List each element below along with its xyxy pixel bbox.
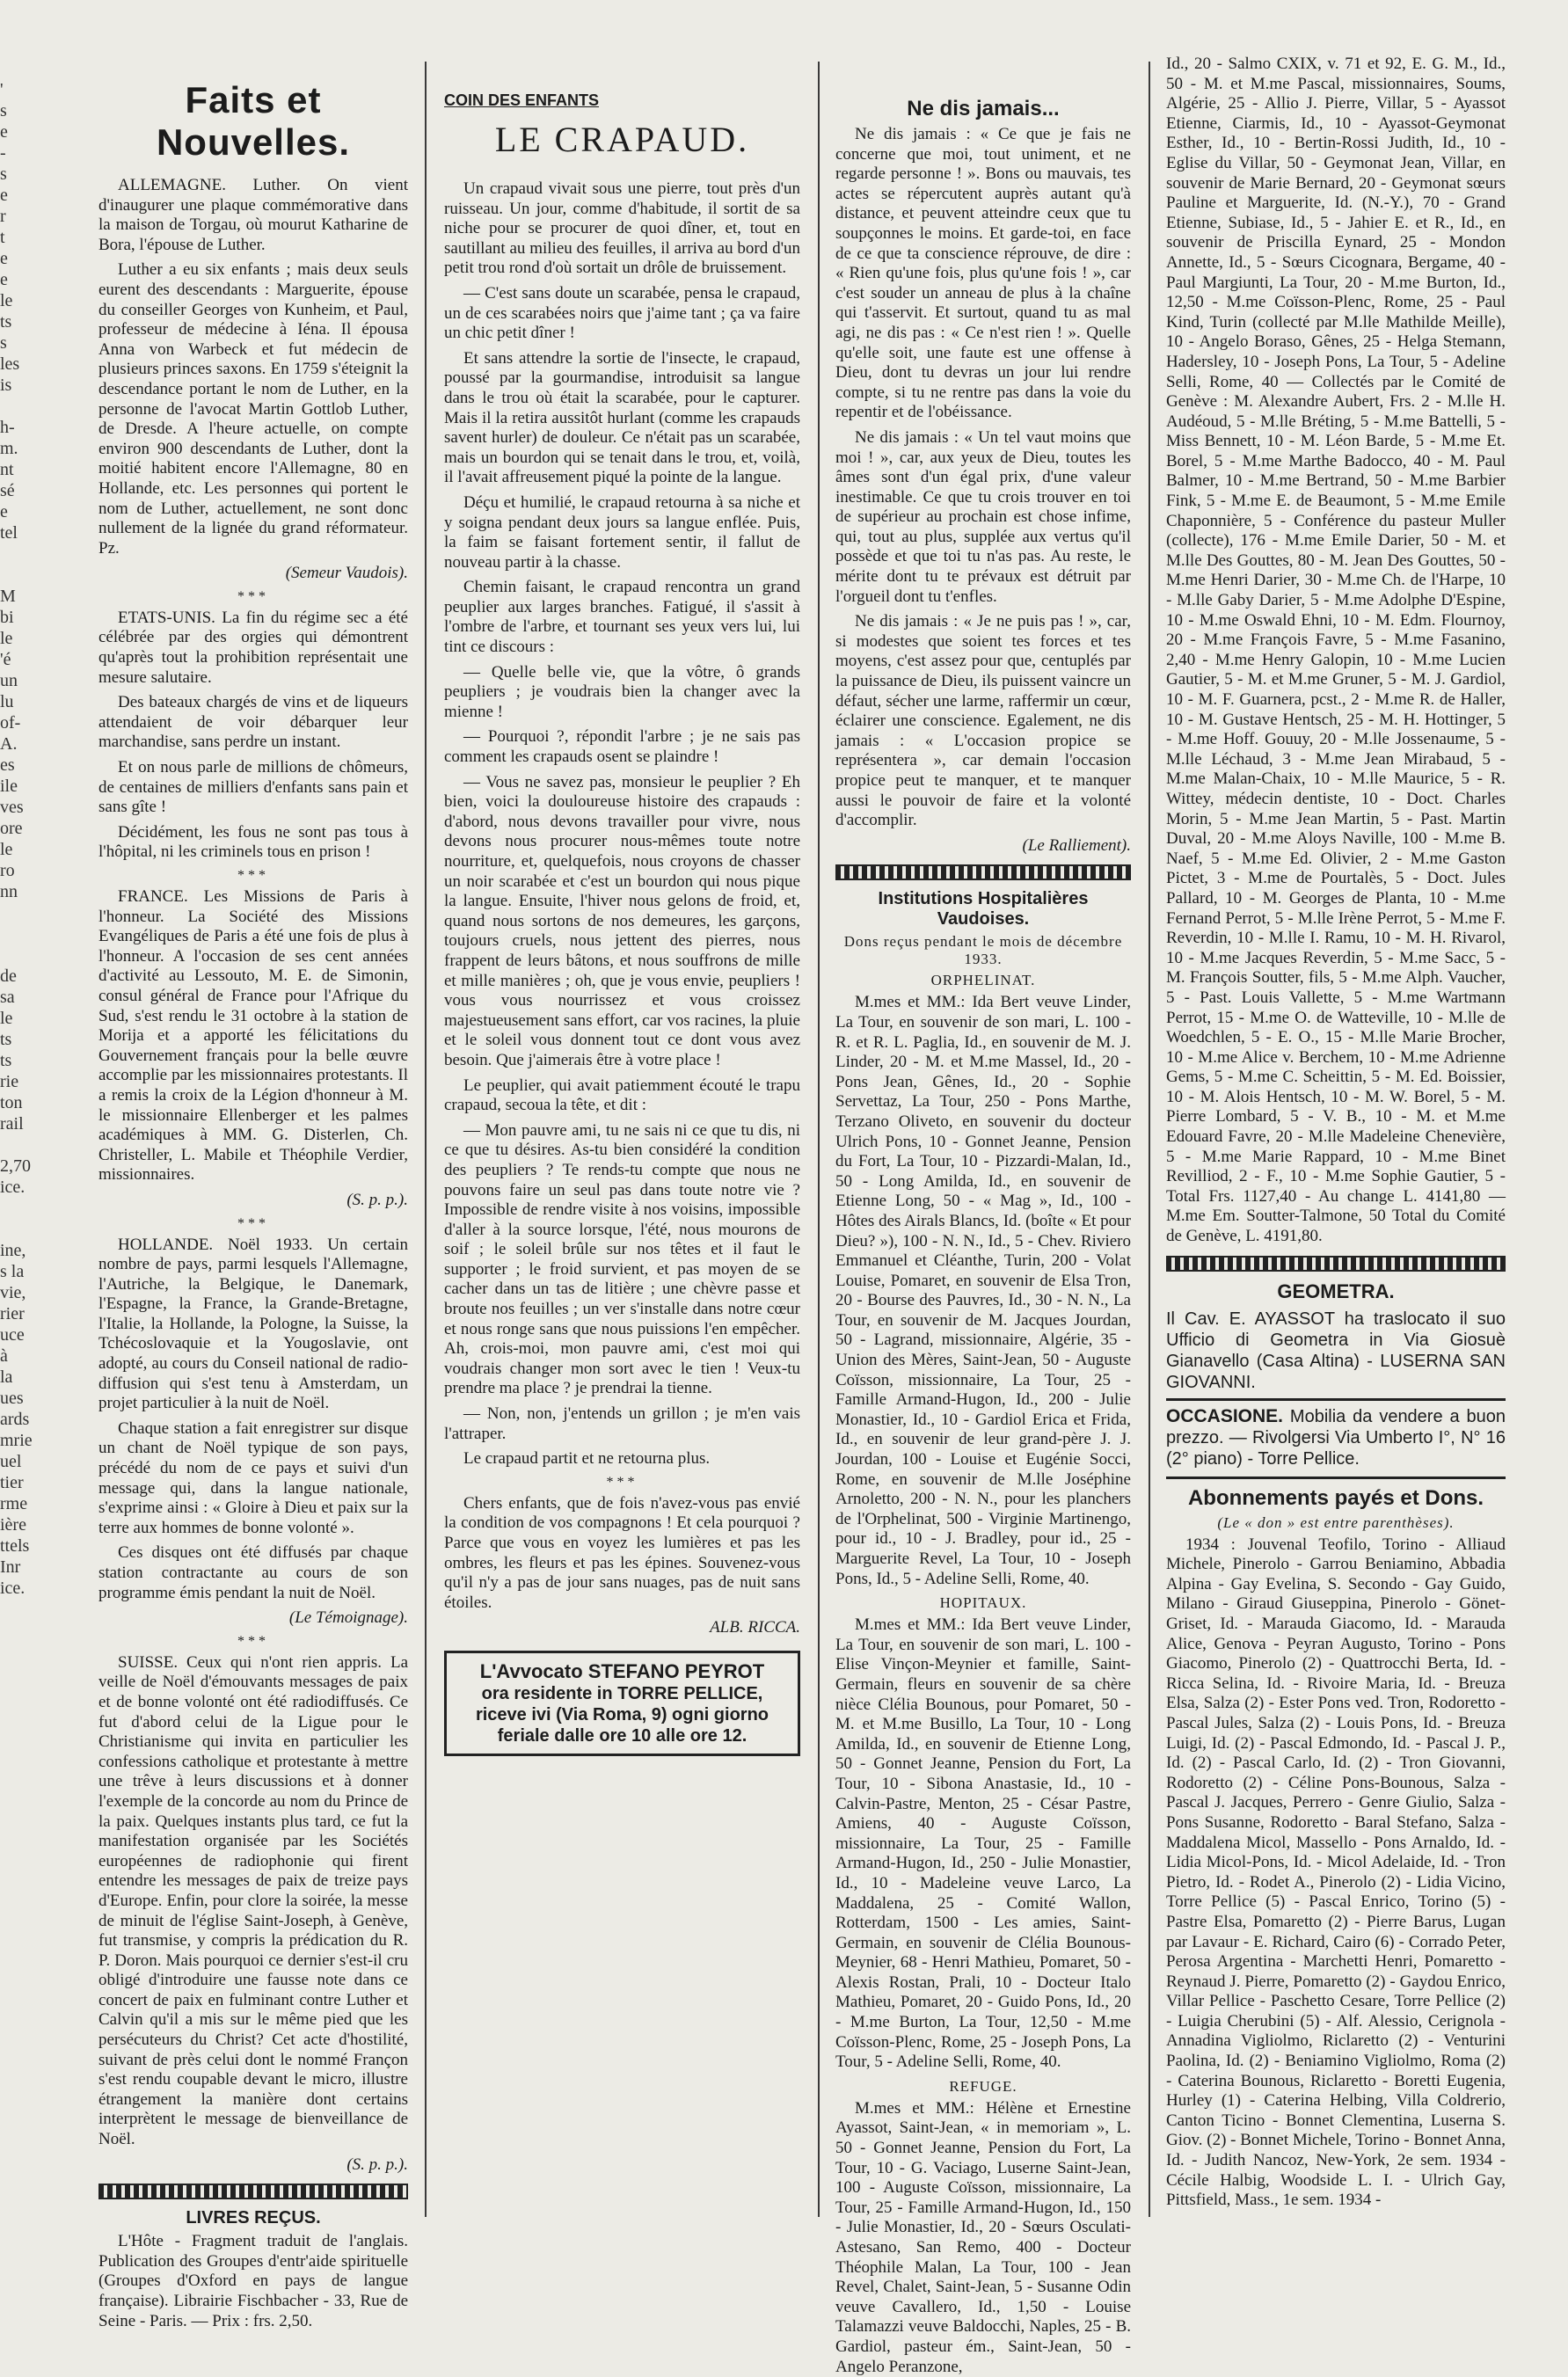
edge-fragment: e: [0, 122, 8, 142]
occasione-text: Mobilia da vendere a buon prezzo. — Rivolgersi Via Umberto I°, N° 16 (2° piano) - Torre Pellice.: [1166, 1406, 1506, 1469]
edge-fragment: ves: [0, 798, 24, 817]
livres-heading: LIVRES REÇUS.: [186, 2208, 321, 2228]
edge-fragment: -: [0, 143, 6, 163]
story-title: LE CRAPAUD.: [494, 120, 750, 159]
edge-fragment: ts: [0, 1030, 12, 1049]
divider: [1166, 1477, 1506, 1479]
edge-fragment: ore: [0, 819, 23, 838]
edge-fragment: ards: [0, 1410, 30, 1429]
section-title: Faits et Nouvelles.: [156, 79, 351, 163]
article-source: (S. p. p.).: [346, 2155, 408, 2174]
separator: ***: [237, 868, 269, 883]
article-paragraph: Décidément, les fous ne sont pas tous à l'hôpital, ni les criminels tous en prison !: [98, 822, 408, 862]
edge-fragment: rme: [0, 1494, 28, 1513]
edge-fragment: de: [0, 966, 17, 986]
edge-fragment: uce: [0, 1325, 25, 1345]
story-paragraph: — Pourquoi ?, répondit l'arbre ; je ne sais pas comment les crapauds osent se plaindre !: [444, 727, 800, 767]
edge-fragment: uel: [0, 1452, 22, 1471]
article-paragraph: Ne dis jamais : « Ce que je fais ne concerne que moi, tout uniment, et ne regarde personne ! ». Bons ou mauvais, tes actes se répercutent auprès autant qu'à distance, et peuvent atteindre ceux que tu soupçonnes le moins. Et garde-toi, en face de ce que ta conscience réprouve, de dire : « Rien qu'une fois, plus qu'une fois ! », car c'est souder un anneau de plus à la chaîne qui t'asservit. Et surtout, quand tu as mal agi, ne dis pas : « Ce n'est rien ! ». Quelle qu'elle soit, une faute est une offense à Dieu, dont tu devras un jour lui rendre compte, si tu ne rentre pas dans la voie du repentir et de l'obéissance.: [835, 125, 1131, 422]
edge-fragment: [0, 543, 25, 565]
edge-fragment: sé: [0, 481, 15, 500]
edge-fragment: le: [0, 629, 13, 648]
edge-fragment: M: [0, 587, 16, 606]
edge-fragment: à la: [0, 1346, 13, 1387]
story-paragraph: Chemin faisant, le crapaud rencontra un grand peuplier aux larges branches. Fatigué, il s'assit à l'ombre de l'arbre, et tournant ses yeux vers lui, lui tint ce discours :: [444, 578, 800, 657]
story-paragraph: — Mon pauvre ami, tu ne sais ni ce que tu dis, ni ce que tu désires. As-tu bien considéré la condition des peupliers ? Te rends-tu compte que nous ne pouvons faire un seul pas dans toute notre vie ? Impossible de rendre visite à nos voisins, impossible d'aller à la source lorsque, l'été, nous mourons de soif ; le soleil brûle sur nos têtes et il faut le supporter ; le froid survient, et pas moyen de se cacher dans un tas de litière ; une chèvre passe et broute nos feuilles ; un ver s'installe dans notre cœur et nous ronge sans que nous puissions l'en empêcher. Ah, crois-moi, mon pauvre ami, c'est moi qui voudrais changer mon sort avec le tien ! Veux-tu prendre ma place ? je prendrai la tienne.: [444, 1120, 800, 1398]
edge-fragment: nt: [0, 460, 14, 479]
column-rule: [818, 62, 820, 2217]
divider: [1166, 1398, 1506, 1401]
article-paragraph: Et on nous parle de millions de chômeurs, de centaines de milliers d'enfants sans pain et sans gîte !: [98, 758, 408, 817]
edge-fragment: rier: [0, 1304, 25, 1323]
column-rule: [425, 62, 427, 2217]
edge-fragment: [0, 1198, 25, 1219]
edge-fragment: Inr: [0, 1557, 21, 1577]
article-paragraph: Ne dis jamais : « Je ne puis pas ! », car, si modestes que soient tes forces et tes moyens, c'est assez pour que, centuplés par la puissance de Dieu, ils puissent vaincre un défaut, sécher une larme, raffermir un cœur, éclairer une conscience. Egalement, ne dis jamais : « L'occasion propice se représentera », car demain l'occasion propice peut te manquer, et te manquer aussi le pouvoir de faire et la volonté d'accomplir.: [835, 612, 1131, 830]
geometra-heading: GEOMETRA.: [1277, 1280, 1395, 1302]
edge-fragment: les: [0, 354, 20, 374]
article-source: (Le Ralliement).: [1022, 835, 1131, 855]
edge-fragment: is: [0, 376, 12, 395]
article-source: (S. p. p.).: [346, 1190, 408, 1209]
edge-fragment: s: [0, 333, 7, 353]
article-paragraph: ETATS-UNIS. La fin du régime sec a été célébrée par des orgies qui démontrent qu'après tout la prohibition représentait une mesure salutaire.: [98, 608, 408, 687]
article-paragraph: L'Hôte - Fragment traduit de l'anglais. Publication des Groupes d'entr'aide spirituelle (Groupes d'Oxford en pays de langue française). Librairie Fischbacher - 33, Rue de Seine - Paris. — Prix : frs. 2,50.: [98, 2232, 408, 2330]
abonnements-heading: Abonnements payés et Dons.: [1187, 1485, 1484, 1510]
story-paragraph: — Quelle belle vie, que la vôtre, ô grands peupliers ; je voudrais bien la changer avec la mienne !: [444, 662, 800, 721]
edge-fragment: le: [0, 1009, 13, 1028]
edge-fragment: e: [0, 186, 8, 205]
edge-fragment: [0, 902, 25, 923]
edge-fragment: ': [0, 80, 4, 99]
donation-list: M.mes et MM.: Ida Bert veuve Linder, La Tour, en souvenir de son mari, L. 100 - R. et R. L. Paglia, Id., en souvenir de M. J. Linder, 20 - M. et M.me Massel, Id., 20 - Pons Jean, Gênes, Id., 20 - Sophie Servettaz, La Tour, 250 - Pons Marthe, Terzano Oliveto, en souvenir du docteur Ulrich Pons, 10 - Gonnet Jeanne, Pension du Fort, La Tour, 10 - Pizzardi-Malan, Id., 50 - Long Amilda, Id., en souvenir de Etienne Long, 50 - « Mag », Id., 100 - Hôtes des Airals Blancs, Id. (boîte « Et pour Dieu? »), 100 - N. N., Id., 5 - Chev. Riviero Emmanuel et Cléanthe, Turin, 200 - Volat Louise, Pomaret, en souvenir de Elsa Tron, 20 - Bourse des Pauvres, Id., 30 - N. N., La Tour, en souvenir de M. Jacques Jourdan, 50 - Lagrand, missionnaire, Algérie, 35 - Union des Mères, Saint-Jean, 50 - Auguste Coïsson, missionnaire, La Tour, 25 - Famille Armand-Hugon, Id., 200 - Julie Monastier, Id., 10 - Gardiol Erica et Frida, Id., en souvenir de leur grand-père J. J. Jourdan, 100 - Louise et Eugénie Socci, Rome, en souvenir de M.lle Joséphine Arnoletto, 200 - N. N., pour les planchers de l'Orphelinat, 500 - Virginie Martinengo, pour id., 10 - J. Bradley, pour id., 25 - Marguerite Revel, La Tour, 10 - Joseph Pons, Id., 5 - Adeline Selli, Rome, 40.: [835, 993, 1131, 1588]
edge-fragment: e: [0, 502, 8, 521]
article-title: Ne dis jamais...: [907, 97, 1060, 120]
edge-fragment: s: [0, 164, 7, 184]
edge-fragment: tel: [0, 523, 18, 543]
column-coin-enfants: [444, 91, 800, 2208]
edge-fragment: sa: [0, 988, 15, 1007]
separator: ***: [237, 1215, 269, 1231]
edge-fragment: A.: [0, 734, 18, 754]
edge-fragment: [0, 1219, 25, 1240]
edge-fragment: r: [0, 207, 6, 226]
donation-list: Id., 20 - Salmo CXIX, v. 71 et 92, E. G. M., Id., 50 - M. et M.me Pascal, missionnaires, Soums, Algérie, 25 - Allio J. Pierre, Villar, 5 - Ayassot Etienne, Ciarmis, Id., 10 - Ayassot-Geymonat Esther, Id., 10 - Bertin-Rossi Judith, Id., 10 - Eglise du Villar, 50 - Geymonat Jean, Villar, en souvenir de Marie Bernard, 20 - Geymonat sœurs Pauline et Marguerite, Id. (N.-Y.), 70 - Grand Etienne, Subiase, Id., 5 - Jahier E. et R., Id., en souvenir de Priscilla Eynard, 25 - Mondon Annette, Id., 5 - Sœurs Cicognara, Bergame, 40 - Paul Margiunti, La Tour, 20 - M.me Burton, Id., 12,50 - M.me Coïsson-Plenc, Rome, 25 - Paul Kind, Turin (collecté par M.lle Mathilde Meille), 10 - Angelo Boraso, Gênes, 25 - Helga Stemann, Hadersley, 10 - Joseph Pons, La Tour, 5 - Adeline Selli, Rome, 40 — Collectés par le Comité de Genève : M. Alexandre Aubert, Frs. 2 - M.lle H. Audéoud, 5 - M.lle Bréting, 5 - M.me Battelli, 5 - Miss Bennett, 10 - M. Léon Barde, 5 - M.me Et. Borel, 5 - M.me Marthe Badocco, 40 - M. Paul Balmer, 10 - M.me Bertrand, 50 - M.me Barbier Fink, 5 - M.me E. de Beaumont, 5 - M.me Emile Chaponnière, 5 - Conférence du pasteur Muller (collecte), 176 - M.me Emile Darier, 50 - M. et M.lle Des Gouttes, 80 - M. Jean Des Gouttes, 50 - M.me Henri Darier, 30 - M.me Ch. de l'Harpe, 10 - M.lle Gaby Darier, 5 - M.me Adolphe D'Espine, 10 - M.me Oswald Ehni, 10 - M. Edm. Flournoy, 20 - M.me François Favre, 5 - M.me Fasanino, 2,40 - M.me Henry Galopin, 10 - M.me Lucien Gautier, 5 - M. et M.me Gruner, 5 - M. J. Gardiol, 10 - M. F. Guarnera, pcst., 2 - M.me R. de Haller, 10 - M. Gustave Hentsch, 25 - M. H. Hottinger, 5 - M.me Hoff. Gouuy, 20 - M.lle Jossenaume, 5 - M.lle Léchaud, 3 - M.me Jean Mirabaud, 5 - M.me Malan-Chaix, 10 - M.lle Maurice, 5 - R. Wittey, médecin dentiste, 10 - Doct. Charles Morin, 5 - M.me Jean Martin, 5 - Past. Martin Duval, 20 - M.me Aloys Naville, 100 - M.me B. Naef, 5 - M.me Ed. Olivier, 2 - M.me Gaston Pictet, 3 - M.me de Pourtalès, 5 - Doct. Jules Pallard, 10 - M. Georges de Planta, 10 - M.me Fernand Perrot, 5 - M.lle Irène Perrot, 5 - M.me F. Reverdin, 10 - M.lle I. Ramu, 10 - M. H. Rivarol, 10 - M.me Jacques Reverdin, 5 - M.me Sacc, 5 - M. François Soutter, fils, 5 - M.me Alph. Vaucher, 5 - Past. Louis Vallette, 5 - M.me Wartmann Perrot, 15 - M.me O. de Watteville, 10 - M.lle de Woedchlen, 5 - E. O., 15 - M.lle Marie Brocher, 10 - M.me Alice v. Berchem, 10 - M.me Adrienne Gems, 5 - M.me C. Scheittin, 5 - M. Ed. Boissier, 10 - M. Alois Hentsch, 10 - M. W. Borel, 5 - M. Pierre Lombard, 5 - V. B., 10 - M. et M.me Edouard Favre, 20 - M.lle Madeleine Chenevière, 5 - M.me Marie Rappard, 10 - M.me Binet Revilliod, 2 - F., 10 - M.me Sophie Gautier, 5 - Total Frs. 1127,40 - Au change L. 4141,80 — M.me Em. Soutter-Talmone, 50 Total du Comité de Genève, L. 4191,80.: [1166, 55, 1506, 1246]
article-paragraph: Des bateaux chargés de vins et de liqueurs attendaient de voir débarquer leur marchandise, sans perdre un instant.: [98, 693, 408, 752]
cropped-left-margin: [0, 79, 33, 2191]
story-author: ALB. RICCA.: [710, 1618, 800, 1637]
story-paragraph: — Vous ne savez pas, monsieur le peuplier ? Eh bien, voici la douloureuse histoire des crapauds : d'abord, nous devons travailler pour vivre, nous devons nous procurer nous-mêmes toute notre nourriture, et, quelquefois, nous croyons de chasser un noir scarabée et c'est un bourdon qui nous pique la langue. Ensuite, l'hiver nous gelons de froid, et, quand nous sortons de nos demeures, les garçons, toujours cruels, nous jettent des pierres, nous frappent de leurs bâtons, et nous souffrons de mille et mille manières ; oh, que je vous envie, peupliers ! vous vous nourrissez et vous croissez majestueusement sans effort, car vos racines, la pluie et le soleil vous donnent tout ce dont vous avez besoin. Que j'aimerais être à votre place !: [444, 772, 800, 1069]
refuge-heading: REFUGE.: [949, 2077, 1017, 2095]
edge-fragment: ile: [0, 777, 18, 796]
occasione-notice: [1166, 1406, 1506, 1469]
story-paragraph: — Non, non, j'entends un grillon ; je m'en vais l'attraper.: [444, 1404, 800, 1443]
edge-fragment: tier: [0, 1473, 24, 1492]
edge-fragment: 2,70: [0, 1156, 31, 1176]
edge-fragment: ine,: [0, 1241, 26, 1260]
edge-fragment: un: [0, 671, 18, 690]
edge-fragment: ro: [0, 861, 15, 880]
article-paragraph: Ces disques ont été diffusés par chaque station contractante au cours de son programme émis pendant la nuit de Noël.: [98, 1543, 408, 1602]
story-paragraph: Le peuplier, qui avait patiemment écouté le trapu crapaud, secoua la tête, et dit :: [444, 1075, 800, 1115]
separator: ***: [606, 1474, 638, 1490]
edge-fragment: t: [0, 228, 5, 247]
abonnements-subtitle: (Le « don » est entre parenthèses).: [1217, 1513, 1455, 1531]
institutions-heading: Institutions Hospitalières Vaudoises.: [878, 889, 1089, 930]
edge-fragment: lu: [0, 692, 14, 711]
separator: ***: [237, 1633, 269, 1649]
column-donations-ads: [1166, 55, 1506, 2208]
ad-title: L'Avvocato STEFANO PEYROT: [479, 1659, 765, 1682]
edge-fragment: [0, 923, 25, 944]
article-paragraph: Ne dis jamais : « Un tel vaut moins que moi ! », car, aux yeux de Dieu, toutes les âmes sont d'un égal prix, d'une valeur inestimable. Ce que tu crois trouver en toi de supérieur au prochain est chose infime, qui, tout au plus, supplée aux vertus qu'il possède et que toi tu n'as pas. Au reste, le mérite dont tu te prévaux est détruit par l'orgueil dont tu t'enfles.: [835, 427, 1131, 606]
edge-fragment: s la: [0, 1262, 25, 1281]
story-paragraph: Déçu et humilié, le crapaud retourna à sa niche et y soigna pendant deux jours sa langue enflée. Puis, la faim se faisant fortement sentir, il fallut de nouveau partir à la chasse.: [444, 492, 800, 572]
article-paragraph: ALLEMAGNE. Luther. On vient d'inaugurer une plaque commémorative dans la maison de Torgau, où mourut Katharine de Bora, l'épouse de Luther.: [98, 176, 408, 254]
column-ne-dis-jamais: [835, 91, 1131, 2376]
donation-list: M.mes et MM.: Hélène et Ernestine Ayassot, Saint-Jean, « in memoriam », L. 50 - Gonnet Jeanne, Pension du Fort, La Tour, 10 - G. Vaciago, Luserne Saint-Jean, 100 - Auguste Coïsson, missionnaire, La Tour, 25 - Famille Armand-Hugon, Id., 150 - Julie Monastier, Id., 20 - Sœurs Osculati-Astesano, San Remo, 400 - Docteur Théophile Malan, La Tour, 100 - Jean Revel, Chalet, Saint-Jean, 5 - Susanne Odin veuve Cavallero, Id., 1,50 - Louise Talamazzi veuve Baldocchi, Naples, 25 - B. Gardiol, pasteur ém., Saint-Jean, 50 - Angelo Peranzone,: [835, 2098, 1131, 2376]
edge-fragment: of-: [0, 713, 21, 733]
edge-fragment: rail: [0, 1114, 24, 1134]
edge-fragment: nn: [0, 882, 18, 901]
edge-fragment: le: [0, 291, 13, 310]
story-paragraph: — C'est sans doute un scarabée, pensa le crapaud, un de ces scarabées noirs que j'aime tant ; ça va faire un chic petit dîner !: [444, 283, 800, 343]
article-source: (Le Témoignage).: [288, 1608, 408, 1628]
story-paragraph: Et sans attendre la sortie de l'insecte, le crapaud, poussé par la gourmandise, introduisit sa langue dans le trou où était la scarabée, pour le capturer. Mais il la retira aussitôt hurlant (comme les crapauds savent hurler) de douleur. Ce n'était pas un scarabée, mais un bourdon qui se tenait dans le trou, et, voilà, il l'avait affreusement piqué la pointe de la langue.: [444, 348, 800, 487]
edge-fragment: 'é: [0, 650, 11, 669]
edge-fragment: s: [0, 101, 7, 120]
orphelinat-heading: ORPHELINAT.: [930, 972, 1036, 989]
institutions-subtitle: Dons reçus pendant le mois de décembre 1933.: [843, 933, 1123, 968]
edge-fragment: [0, 944, 25, 966]
story-paragraph: Le crapaud partit et ne retourna plus.: [463, 1449, 711, 1469]
edge-fragment: ice.: [0, 1178, 26, 1197]
occasione-label: OCCASIONE.: [1166, 1405, 1284, 1426]
article-paragraph: Luther a eu six enfants ; mais deux seuls eurent des descendants : Marguerite, épouse du conseiller Georges von Kunheim, et Paul, professeur de médecine à Iéna. Il épousa Anna von Warbeck et fut médecin de plusieurs princes saxons. En 1759 s'éteignit la descendance portant le nom de Luther, en la personne de l'avocat Martin Gottlob Luther, de Dresde. A l'heure actuelle, on compte environ 900 descendants de Luther, dont la moitié habitent encore l'Allemagne, 80 en Hollande, etc. Les personnes qui portent le nom de Luther, actuellement, ne sont donc nullement de la lignée du grand réformateur. Pz.: [98, 260, 408, 558]
story-paragraph: Chers enfants, que de fois n'avez-vous pas envié la condition de vos compagnons ! Et cela pourquoi ? Parce que vous en voyez les lumières et pas les ombres, les fleurs et pas les épines. Souvenez-vous qu'il n'y a pas de jour sans nuages, pas de nuit sans étoiles.: [444, 1493, 800, 1612]
article-source: (Semeur Vaudois).: [285, 564, 408, 583]
ornament-divider: [1166, 1256, 1506, 1272]
column-rule: [1149, 62, 1150, 2217]
hopitaux-heading: HOPITAUX.: [939, 1594, 1027, 1612]
edge-fragment: es: [0, 755, 15, 775]
ad-body: ora residente in TORRE PELLICE, riceve ivi (Via Roma, 9) ogni giorno feriale dalle ore 10 alle ore 12.: [475, 1683, 769, 1746]
article-paragraph: Chaque station a fait enregistrer sur disque un chant de Noël typique de son pays, précédé du nom de ce pays et suivi d'un message qui, dans la langue nationale, s'exprime ainsi : « Gloire à Dieu et paix sur la terre aux hommes de bonne volonté ».: [98, 1418, 408, 1537]
story-paragraph: Un crapaud vivait sous une pierre, tout près d'un ruisseau. Un jour, comme d'habitude, il sortit de sa niche pour se procurer de quoi dîner, et, tout en sautillant au milieu des feuilles, il arriva au bord d'un petit trou rond d'où sortait un drôle de bruissement.: [444, 179, 800, 278]
edge-fragment: vie,: [0, 1283, 26, 1302]
edge-fragment: h-: [0, 418, 15, 437]
article-paragraph: FRANCE. Les Missions de Paris à l'honneur. La Société des Missions Evangéliques de Paris a été une fois de plus à l'honneur. A l'occasion de ses cent années d'activité au Lessouto, M. E. de Simonin, consul général de France pour l'Afrique du Sud, s'est rendu le 31 octobre à la station de Morija et a apporté les félicitations du Gouvernement français pour la belle œuvre accomplie par les missionnaires protestants. Il a remis la croix de la Légion d'honneur à M. le missionnaire Ellenberger et les palmes académiques à MM. G. Disterlen, Ch. Christeller, L. Mabile et Théophile Verdier, missionnaires.: [98, 887, 408, 1185]
edge-fragment: ts: [0, 312, 12, 332]
donation-list: M.mes et MM.: Ida Bert veuve Linder, La Tour, en souvenir de son mari, L. 100 - Elise Vinçon-Meynier et famille, Saint-Germain, fleurs en souvenir de sa chère nièce Clélia Bounous, pour Pomaret, 50 - M. et M.me Busillo, La Tour, 10 - Long Amilda, Id., en souvenir de Etienne Long, 50 - Gonnet Jeanne, Pension du Fort, La Tour, 10 - Sibona Anastasie, Id., 10 - Calvin-Pastre, Menton, 25 - César Pastre, Amiens, 40 - Auguste Coïsson, missionnaire, La Tour, 25 - Famille Armand-Hugon, Id., 250 - Julie Monastier, Id., 10 - Madeleine veuve Larco, La Maddalena, 25 - Comité Wallon, Rotterdam, 1500 - Les amies, Saint-Germain, en souvenir de Clélia Bounous-Meynier, 68 - Henri Mathieu, Pomaret, 50 - Alexis Rostan, Prali, 10 - Docteur Italo Mathieu, Pomaret, 20 - Guido Pons, Id., 20 - M.me Burton, La Tour, 12,50 - M.me Coïsson-Plenc, Rome, 25 - Joseph Pons, La Tour, 5 - Adeline Selli, Rome, 40.: [835, 1615, 1131, 2072]
edge-fragment: ues: [0, 1389, 24, 1408]
geometra-notice: [1166, 1280, 1506, 1393]
edge-fragment: e: [0, 270, 8, 289]
edge-fragment: ice.: [0, 1579, 26, 1598]
section-kicker: COIN DES ENFANTS: [444, 91, 600, 109]
column-faits-nouvelles: [98, 76, 408, 2330]
geometra-text: Il Cav. E. AYASSOT ha traslocato il suo Ufficio di Geometra in Via Giosuè Gianavello (Casa Altina) - LUSERNA SAN GIOVANNI.: [1166, 1309, 1506, 1392]
separator: ***: [237, 588, 269, 604]
edge-fragment: [0, 565, 25, 586]
ornament-divider: [98, 2184, 408, 2199]
article-paragraph: HOLLANDE. Noël 1933. Un certain nombre de pays, parmi lesquels l'Allemagne, l'Autriche, la Belgique, le Danemark, l'Espagne, la France, la Grande-Bretagne, l'Italie, la Hollande, la Pologne, la Suisse, la Tchécoslovaquie et la Yougoslavie, ont adopté, au cours du Conseil national de radio-diffusion qui s'est tenu à Amsterdam, un projet particulier à la nuit de Noël.: [98, 1235, 408, 1413]
article-paragraph: SUISSE. Ceux qui n'ont rien appris. La veille de Noël d'émouvants messages de paix et de bonne volonté ont été radiodiffusés. Ce fut d'abord celui de la Ligue pour le Christianisme qui invita en particulier les confessions catholique et protestante à mettre une trêve à leurs discussions et à donner l'exemple de la concorde au nom du Prince de la paix. Quelques instants plus tard, ce fut la manifestation organisée par les Sociétés européennes de radiophonie qui firent entendre les messages de paix de treize pays d'Europe. Enfin, pour clore la soirée, la messe de minuit de l'église Saint-Joseph, à Genève, fut transmise, y compris la prédication du R. P. Doron. Mais pourquoi ce dernier s'est-il cru obligé d'introduire une fausse note dans ce concert de paix en fulminant contre Luther et Calvin qu'il a mis sur le même pied que les persécuteurs du Christ? Cet acte d'hostilité, suivant de près celui dont le nommé Françon s'est rendu coupable devant le micro, illustre étrangement la manière dont certains interprètent le message de bienveillance de Noël.: [98, 1652, 408, 2149]
edge-fragment: [0, 1134, 25, 1156]
edge-fragment: ière: [0, 1515, 26, 1535]
edge-fragment: e: [0, 249, 8, 268]
edge-fragment: mrie: [0, 1431, 33, 1450]
edge-fragment: bi: [0, 608, 14, 627]
edge-fragment: ts: [0, 1051, 12, 1070]
edge-fragment: le: [0, 840, 13, 859]
edge-fragment: [0, 396, 25, 417]
edge-fragment: ton: [0, 1093, 23, 1112]
edge-fragment: m.: [0, 439, 18, 458]
edge-fragment: ttels: [0, 1536, 30, 1556]
advertisement-peyrot: [444, 1651, 800, 1756]
ornament-divider: [835, 864, 1131, 880]
subscription-list: 1934 : Jouvenal Teofilo, Torino - Alliaud Michele, Pinerolo - Garrou Beniamino, Abbadia Alpina - Gay Evelina, S. Secondo - Gay Guido, Milano - Giraud Giuseppina, Pinerolo - Gönet-Griset, Id. - Marauda Giacomo, Id. - Marauda Alice, Genova - Peyran Augusto, Torino - Pons Giacomo, Pinerolo (2) - Quattrocchi Berta, Id. - Ricca Selina, Id. - Rivoire Maria, Id. - Breuza Elsa, Salza (2) - Ester Pons ved. Tron, Rodoretto - Pascal Jules, Salza (2) - Louis Pons, Id. - Breuza Luigi, Id. (2) - Pascal Edmondo, Id. - Pascal J. P., Id. (2) - Pascal Carlo, Id. (2) - Tron Giovanni, Rodoretto (2) - Céline Pons-Bounous, Salza - Pascal J. Jacques, Perrero - Genre Giulio, Salza - Pons Susanne, Rodoretto - Baral Stefano, Salza - Maddalena Micol, Massello - Pons Arnaldo, Id. - Lidia Micol-Pons, Id. - Micol Adelaide, Id. - Tron Pietro, Id. - Rodet A., Pinerolo (2) - Lidia Vicino, Torre Pellice (5) - Pascal Enrico, Torino (5) - Pastre Elsa, Pomaretto (2) - Pierre Barus, Lugan par Lavaur - E. Richard, Cairo (6) - Corrado Peter, Perosa Argentina - Marchetti Henri, Pomaretto - Reynaud J. Pierre, Pomaretto (2) - Gaydou Enrico, Villar Pellice - Paschetto Cesare, Torre Pellice (2) - Luigia Cherubini (5) - Alf. Alessio, Cerignola - Annadina Vigliolmo, Riclaretto (2) - Venturini Paolina, Id. (2) - Beniamino Vigliolmo, Roma (2) - Caterina Bounous, Riclaretto - Boretti Eugenia, Hurley (1) - Caterina Helbing, Villa Coldrerio, Canton Ticino - Bonnet Clementina, Luserna S. Giov. (2) - Bonnet Michele, Torino - Bonnet Anna, Id. - Judith Nancoz, New-York, 2e sem. 1934 - Cécile Halbig, Woodside L. I. - Ulrich Gay, Pittsfield, Mass., 1e sem. 1934 -: [1166, 1535, 1506, 2210]
edge-fragment: rie: [0, 1072, 19, 1091]
